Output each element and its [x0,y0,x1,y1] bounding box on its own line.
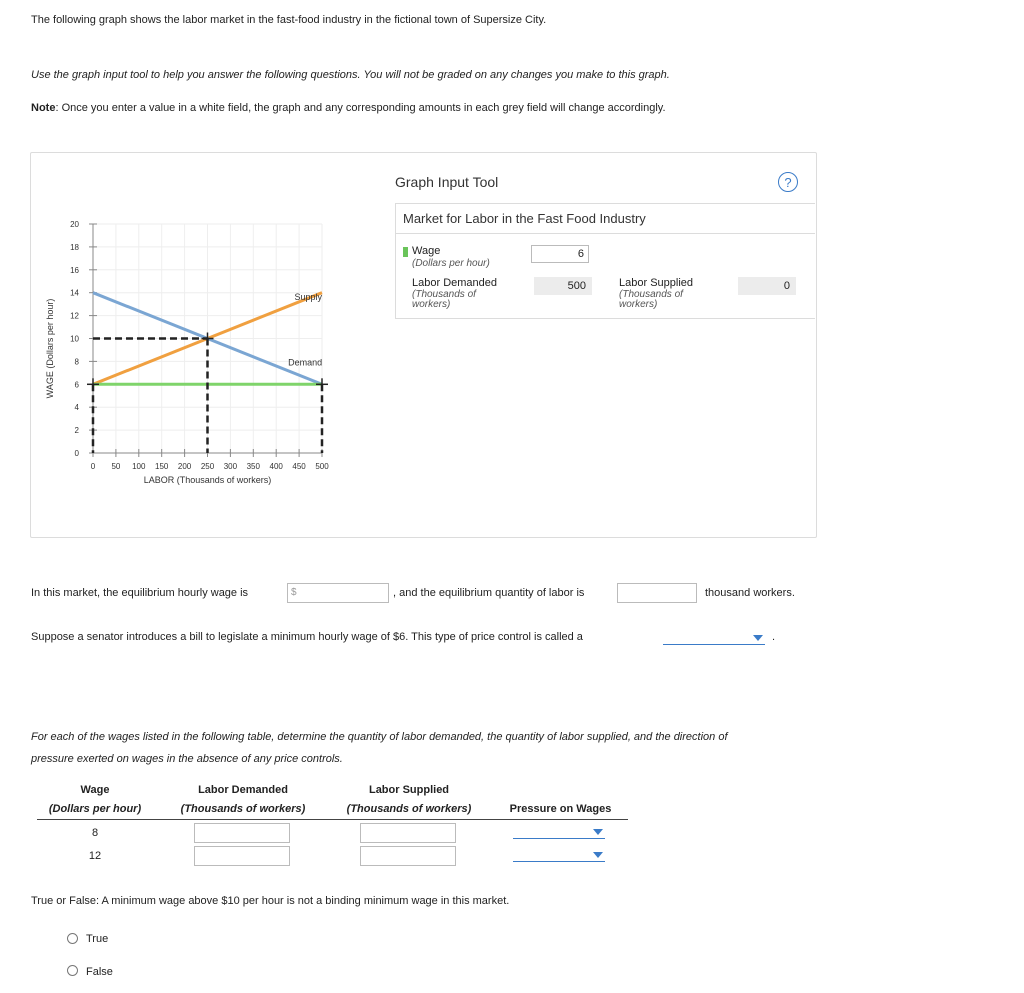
x-tick-label: 100 [132,462,146,471]
labor-supplied-unit-2: workers) [619,299,658,310]
wage-unit: (Dollars per hour) [412,258,490,269]
x-tick-label: 400 [269,462,283,471]
col-supplied-sub: (Thousands of workers) [346,803,472,815]
y-tick-label: 18 [70,242,79,252]
labor-demanded-label: Labor Demanded [412,277,498,289]
x-tick-label: 500 [315,462,329,471]
chevron-down-icon [593,829,603,835]
y-tick-label: 6 [74,380,79,390]
x-tick-label: 450 [292,462,306,471]
help-icon[interactable]: ? [778,172,798,192]
price-control-dropdown[interactable] [663,631,765,645]
col-supplied-header: Labor Supplied [368,784,450,796]
graph-input-subtitle: Market for Labor in the Fast Food Industry [403,211,646,226]
x-tick-label: 250 [200,462,215,471]
wage-label: Wage [412,245,441,257]
labor-demanded-value: 500 [534,277,592,295]
col-demanded-header: Labor Demanded [198,784,288,796]
note-label: Note [31,102,56,114]
true-label[interactable]: True [86,933,109,945]
y-tick-label: 14 [70,288,79,298]
row-2-labor-demanded-input[interactable] [194,846,290,866]
demand-label: Demand [288,357,323,368]
equilibrium-quantity-input[interactable] [617,583,697,603]
graph-input-tool-title: Graph Input Tool [395,174,499,190]
y-tick-label: 2 [74,426,79,436]
false-label[interactable]: False [86,966,113,978]
q4-text: True or False: A minimum wage above $10 per hour is not a binding minimum wage in this market. [31,895,510,907]
x-tick-label: 50 [111,462,121,471]
q1-middle: , and the equilibrium quantity of labor is [393,587,585,599]
divider [395,233,815,234]
instruction-text: Use the graph input tool to help you answer the following questions. You will not be graded on any changes you make to this graph. [31,69,670,81]
labor-demanded-unit-1: (Thousands of [412,289,476,300]
y-tick-label: 4 [74,403,79,413]
x-tick-label: 200 [177,462,192,471]
row-1-labor-supplied-input[interactable] [360,823,456,843]
x-tick-label: 300 [223,462,238,471]
intro-text: The following graph shows the labor market in the fast-food industry in the fictional town of Supersize City. [31,14,547,26]
y-tick-label: 10 [70,334,79,344]
chevron-down-icon [593,852,603,858]
col-wage-header: Wage [80,784,110,796]
q2-end: . [772,631,776,643]
dollar-sign: $ [291,587,297,598]
row-1-labor-demanded-input[interactable] [194,823,290,843]
table-row-1-wage: 8 [91,827,99,839]
labor-supplied-unit-1: (Thousands of [619,289,683,300]
wage-input[interactable]: 6 [531,245,589,263]
y-tick-label: 0 [74,449,79,458]
row-2-pressure-dropdown[interactable] [513,848,605,862]
y-axis-label: WAGE (Dollars per hour) [45,298,55,399]
wage-color-swatch [403,247,408,257]
chevron-down-icon [753,635,763,641]
q1-prefix: In this market, the equilibrium hourly wage is [31,587,249,599]
y-tick-label: 20 [70,220,79,229]
note-body: : Once you enter a value in a white field, the graph and any corresponding amounts in each grey field will change accordingly. [55,102,666,114]
q2-text: Suppose a senator introduces a bill to legislate a minimum hourly wage of $6. This type of price control is called a [31,631,583,643]
col-demanded-sub: (Thousands of workers) [180,803,306,815]
supply-label: Supply [294,291,323,302]
x-tick-label: 350 [246,462,260,471]
x-tick-label: 150 [155,462,169,471]
q3-text-2: pressure exerted on wages in the absence of any price controls. [31,753,343,765]
q3-text-1: For each of the wages listed in the following table, determine the quantity of labor demanded, the quantity of labor supplied, and the direction of [31,731,728,743]
y-tick-label: 12 [70,311,79,321]
labor-demanded-unit-2: workers) [412,299,451,310]
table-row-2-wage: 12 [88,850,102,862]
y-tick-label: 8 [74,357,79,367]
false-radio[interactable] [67,965,78,976]
labor-supplied-label: Labor Supplied [619,277,694,289]
labor-supplied-value: 0 [738,277,796,295]
equilibrium-wage-input[interactable] [287,583,389,603]
q1-suffix: thousand workers. [705,587,795,599]
row-2-labor-supplied-input[interactable] [360,846,456,866]
chart-svg[interactable] [40,212,340,502]
row-1-pressure-dropdown[interactable] [513,825,605,839]
col-pressure-header: Pressure on Wages [509,803,612,815]
labor-market-chart[interactable] [40,212,340,502]
true-radio[interactable] [67,933,78,944]
y-tick-label: 16 [70,265,79,275]
x-axis-label: LABOR (Thousands of workers) [143,475,272,485]
note-text [31,102,666,114]
x-tick-label: 0 [90,462,96,471]
table-header-divider [37,819,628,820]
col-wage-sub: (Dollars per hour) [48,803,142,815]
